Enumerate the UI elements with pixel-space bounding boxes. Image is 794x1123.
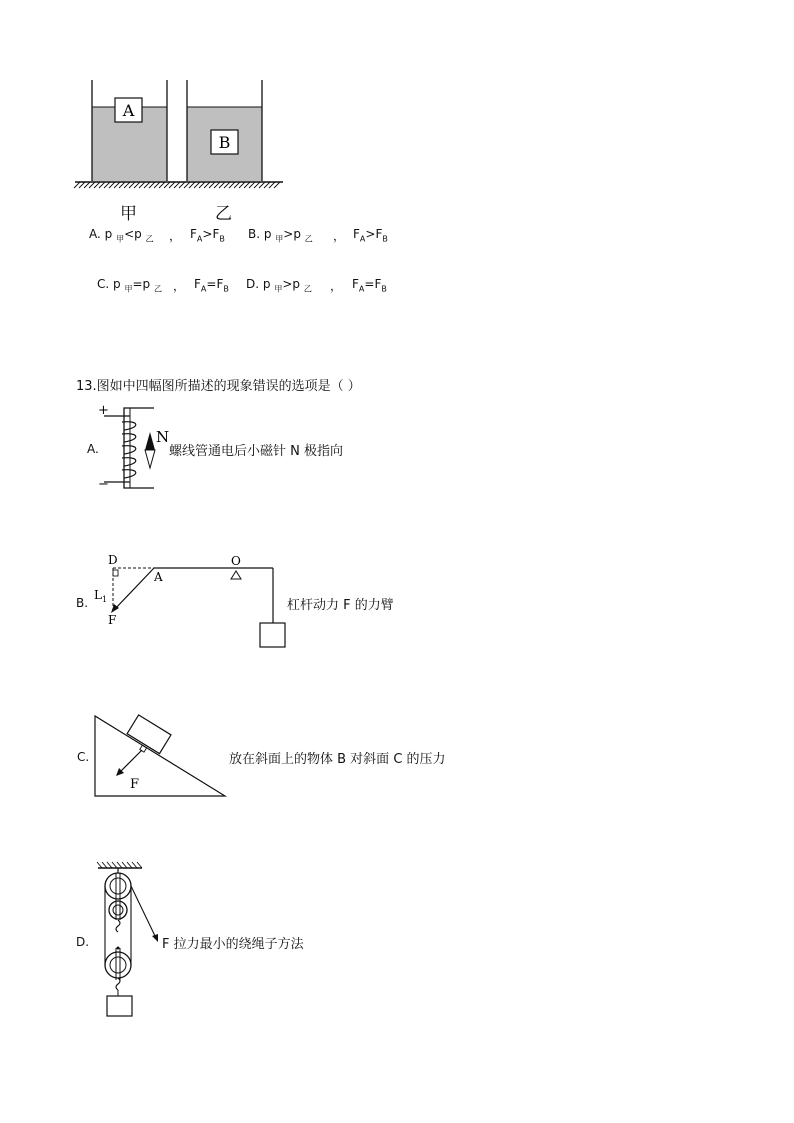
label-a: A — [154, 570, 163, 584]
ground-hatch — [74, 182, 280, 188]
weight-block — [260, 623, 285, 647]
q12-sep-2: ， — [333, 229, 346, 243]
force-arrow — [114, 568, 154, 610]
hatch-line — [107, 862, 112, 868]
q12-sep-1: ， — [169, 229, 182, 243]
hatch-line — [124, 182, 130, 188]
hatch-line — [129, 182, 135, 188]
q13-a-letter: A. — [87, 442, 99, 456]
label-jia: 甲 — [120, 204, 137, 224]
hatch-line — [164, 182, 170, 188]
hatch-line — [154, 182, 160, 188]
hatch-line — [239, 182, 245, 188]
hatch-line — [79, 182, 85, 188]
label-yi: 乙 — [215, 204, 232, 224]
pulley-figure — [92, 860, 172, 1020]
hatch-line — [259, 182, 265, 188]
compass-needle — [145, 432, 155, 468]
fixed-pulley-large — [105, 873, 131, 899]
hatch-line — [184, 182, 190, 188]
block-a-label: A — [122, 101, 135, 120]
hatch-line — [169, 182, 175, 188]
hatch-line — [224, 182, 230, 188]
q13-b-letter: B. — [76, 596, 89, 610]
hatch-line — [99, 182, 105, 188]
q12-container-figure — [70, 75, 290, 195]
hatch-line — [119, 182, 125, 188]
lever-figure — [90, 550, 290, 650]
hatch-line — [159, 182, 165, 188]
hatch-line — [204, 182, 210, 188]
q12-option-b-force: $F_A>F_B$ — [353, 227, 388, 244]
hatch-line — [219, 182, 225, 188]
ceiling-hatch — [97, 862, 142, 868]
hatch-line — [234, 182, 240, 188]
hatch-line — [179, 182, 185, 188]
q12-option-a-force: $F_A>F_B$ — [190, 227, 225, 244]
fixed-pulley-small — [109, 901, 127, 919]
q12-option-a: A. p $_甲$<p $_乙$ — [89, 227, 154, 244]
hatch-line — [274, 182, 280, 188]
hatch-line — [102, 862, 107, 868]
hatch-line — [134, 182, 140, 188]
q12-sep-3: ， — [173, 279, 186, 293]
hatch-line — [127, 862, 132, 868]
hatch-line — [194, 182, 200, 188]
hatch-line — [137, 862, 142, 868]
label-f: F — [108, 613, 117, 627]
label-o: O — [231, 554, 241, 568]
solenoid-figure — [94, 402, 174, 494]
pull-rope — [131, 886, 156, 938]
hatch-line — [269, 182, 275, 188]
hatch-line — [199, 182, 205, 188]
incline-figure — [92, 710, 232, 802]
hatch-line — [209, 182, 215, 188]
block-b-label: B — [218, 133, 231, 152]
hatch-line — [104, 182, 110, 188]
q12-sep-4: ， — [330, 279, 343, 293]
hatch-line — [189, 182, 195, 188]
hatch-line — [94, 182, 100, 188]
q13-a-text: 螺线管通电后小磁针 N 极指向 — [169, 444, 343, 459]
hatch-line — [244, 182, 250, 188]
q13-c-letter: C. — [77, 750, 90, 764]
hatch-line — [214, 182, 220, 188]
fulcrum — [231, 571, 241, 579]
q13-d-text: F 拉力最小的绕绳子方法 — [162, 937, 304, 952]
hatch-line — [89, 182, 95, 188]
hatch-line — [74, 182, 80, 188]
hatch-line — [109, 182, 115, 188]
hatch-line — [132, 862, 137, 868]
hatch-line — [174, 182, 180, 188]
hatch-line — [264, 182, 270, 188]
hatch-line — [139, 182, 145, 188]
hatch-line — [97, 862, 102, 868]
minus-sign: − — [98, 477, 109, 492]
q13-stem: 13.图如中四幅图所描述的现象错误的选项是（ ） — [76, 379, 361, 394]
hatch-line — [122, 862, 127, 868]
hatch-line — [117, 862, 122, 868]
q12-option-d-force: $F_A=F_B$ — [352, 277, 387, 294]
label-d: D — [108, 553, 118, 567]
hatch-line — [229, 182, 235, 188]
plus-sign: + — [98, 403, 109, 418]
hatch-line — [114, 182, 120, 188]
q12-option-d: D. p $_甲$>p $_乙$ — [246, 277, 312, 294]
hatch-line — [84, 182, 90, 188]
coil — [104, 416, 136, 482]
label-f-c: F — [130, 777, 140, 792]
label-l1: $L_1$ — [94, 588, 108, 604]
hatch-line — [112, 862, 117, 868]
q13-c-text: 放在斜面上的物体 B 对斜面 C 的压力 — [229, 752, 446, 767]
hatch-line — [249, 182, 255, 188]
q12-option-c: C. p $_甲$=p $_乙$ — [97, 277, 162, 294]
q13-b-text: 杠杆动力 F 的力臂 — [287, 598, 394, 613]
movable-pulley-large — [105, 952, 131, 978]
north-label: N — [156, 428, 170, 446]
hatch-line — [254, 182, 260, 188]
hatch-line — [149, 182, 155, 188]
hatch-line — [144, 182, 150, 188]
q12-option-b: B. p $_甲$>p $_乙$ — [248, 227, 313, 244]
q13-d-letter: D. — [76, 935, 90, 949]
q12-option-c-force: $F_A=F_B$ — [194, 277, 229, 294]
pulley-weight — [107, 996, 132, 1016]
